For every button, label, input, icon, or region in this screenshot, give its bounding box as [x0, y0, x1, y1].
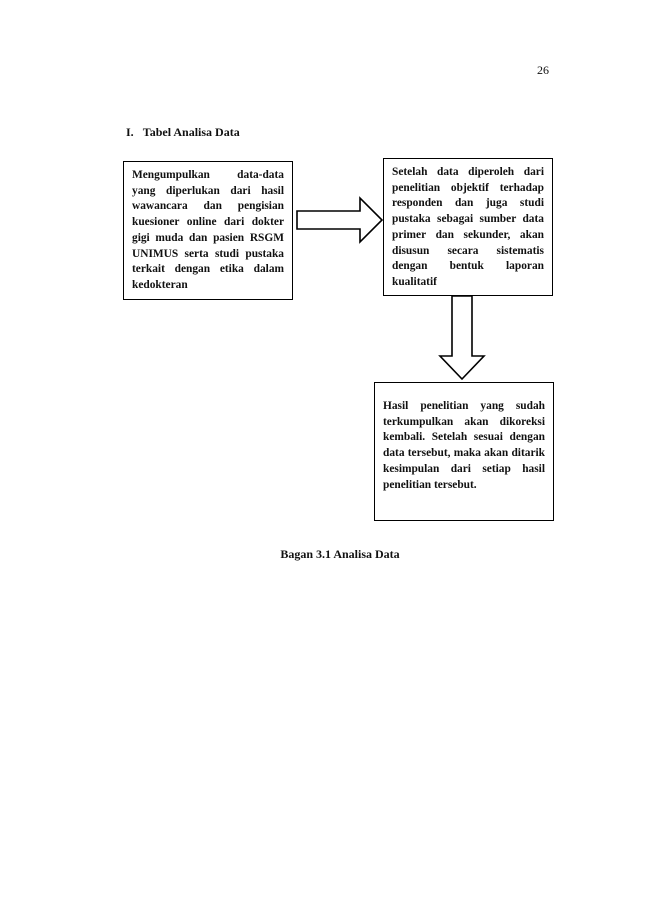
page-number: 26	[537, 63, 549, 77]
flow-box-text: Setelah data diperoleh dari penelitian objektif terhadap responden dan juga studi pustaka sebagai sumber data primer dan sekunder, akan disusun secara sistematis dengan bentuk laporan kualitatif	[392, 166, 544, 288]
section-number: I.	[126, 125, 134, 139]
figure-caption-text: Bagan 3.1 Analisa Data	[280, 547, 400, 561]
figure-caption	[0, 547, 650, 562]
flow-box-text: Hasil penelitian yang sudah terkumpulkan akan dikoreksi kembali. Setelah sesuai dengan data tersebut, maka akan ditarik kesimpulan dari setiap hasil penelitian tersebut.	[383, 400, 545, 491]
section-heading	[126, 125, 240, 140]
flow-box-collect-data	[123, 161, 293, 300]
section-title: Tabel Analisa Data	[142, 125, 240, 139]
right-arrow-icon	[297, 198, 382, 242]
down-arrow-icon	[440, 296, 484, 379]
flow-box-text: Mengumpulkan data-data yang diperlukan dari hasil wawancara dan pengisian kuesioner online dari dokter gigi muda dan pasien RSGM UNIMUS serta studi pustaka terkait dengan etika dalam kedokteran	[132, 169, 284, 291]
flow-box-conclusion	[374, 382, 554, 521]
flow-box-process-data	[383, 158, 553, 296]
